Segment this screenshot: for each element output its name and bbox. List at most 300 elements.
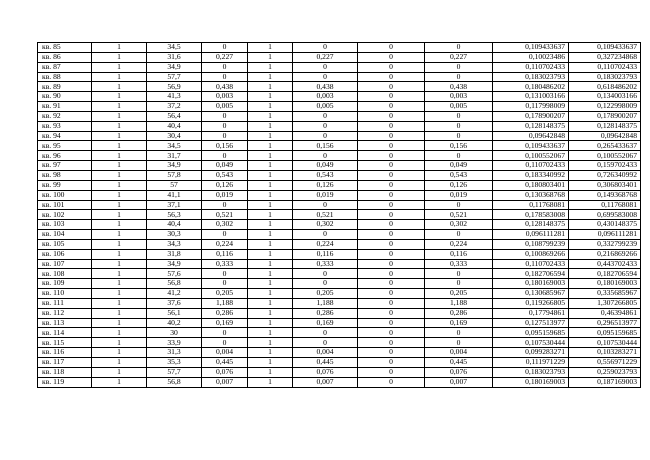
cell-col-6: 0,521 bbox=[293, 210, 358, 220]
cell-col-4: 0 bbox=[202, 43, 248, 53]
cell-col-2: 1 bbox=[92, 348, 147, 358]
cell-col-9: 0,127513977 bbox=[493, 318, 569, 328]
cell-col-9: 0,180803401 bbox=[493, 180, 569, 190]
cell-col-7: 0 bbox=[358, 308, 425, 318]
cell-col-6: 0 bbox=[293, 269, 358, 279]
cell-col-9: 0,11768081 bbox=[493, 200, 569, 210]
cell-col-5: 1 bbox=[248, 62, 293, 72]
cell-col-4: 0 bbox=[202, 151, 248, 161]
cell-col-6: 0,227 bbox=[293, 52, 358, 62]
cell-col-8: 0 bbox=[425, 338, 493, 348]
cell-col-2: 1 bbox=[92, 43, 147, 53]
cell-col-2: 1 bbox=[92, 111, 147, 121]
cell-apartment-number: кв. 99 bbox=[38, 180, 92, 190]
cell-col-7: 0 bbox=[358, 121, 425, 131]
cell-col-2: 1 bbox=[92, 92, 147, 102]
cell-col-7: 0 bbox=[358, 190, 425, 200]
cell-col-3: 40,4 bbox=[147, 121, 202, 131]
cell-col-3: 56,3 bbox=[147, 210, 202, 220]
apartment-readings-table bbox=[37, 42, 641, 388]
cell-col-7: 0 bbox=[358, 52, 425, 62]
cell-col-6: 0,003 bbox=[293, 92, 358, 102]
cell-col-10: 0,618486202 bbox=[569, 82, 641, 92]
cell-col-9: 0,110702433 bbox=[493, 62, 569, 72]
cell-col-5: 1 bbox=[248, 92, 293, 102]
cell-col-2: 1 bbox=[92, 377, 147, 387]
cell-col-10: 0,178900207 bbox=[569, 111, 641, 121]
cell-col-5: 1 bbox=[248, 328, 293, 338]
cell-col-2: 1 bbox=[92, 249, 147, 259]
cell-col-8: 0,003 bbox=[425, 92, 493, 102]
cell-col-6: 0,116 bbox=[293, 249, 358, 259]
cell-col-4: 0 bbox=[202, 328, 248, 338]
cell-apartment-number: кв. 104 bbox=[38, 230, 92, 240]
table-row bbox=[38, 367, 641, 377]
cell-col-5: 1 bbox=[248, 111, 293, 121]
cell-col-10: 0,556971229 bbox=[569, 358, 641, 368]
table-row bbox=[38, 230, 641, 240]
cell-col-5: 1 bbox=[248, 52, 293, 62]
cell-col-10: 0,46394861 bbox=[569, 308, 641, 318]
cell-col-9: 0,180169003 bbox=[493, 279, 569, 289]
table-row bbox=[38, 308, 641, 318]
cell-col-7: 0 bbox=[358, 111, 425, 121]
cell-col-8: 0,007 bbox=[425, 377, 493, 387]
cell-col-4: 0,007 bbox=[202, 377, 248, 387]
cell-col-6: 0 bbox=[293, 338, 358, 348]
cell-col-3: 57,7 bbox=[147, 367, 202, 377]
cell-col-4: 0,116 bbox=[202, 249, 248, 259]
cell-col-10: 0,096111281 bbox=[569, 230, 641, 240]
cell-col-10: 0,187169003 bbox=[569, 377, 641, 387]
cell-col-4: 0 bbox=[202, 200, 248, 210]
cell-col-5: 1 bbox=[248, 230, 293, 240]
cell-col-10: 0,443702433 bbox=[569, 259, 641, 269]
table-row bbox=[38, 328, 641, 338]
cell-col-10: 0,100552067 bbox=[569, 151, 641, 161]
cell-apartment-number: кв. 111 bbox=[38, 298, 92, 308]
cell-col-10: 0,11768081 bbox=[569, 200, 641, 210]
cell-col-5: 1 bbox=[248, 121, 293, 131]
cell-col-2: 1 bbox=[92, 210, 147, 220]
cell-col-6: 0,205 bbox=[293, 289, 358, 299]
cell-col-9: 0,128148375 bbox=[493, 220, 569, 230]
cell-col-3: 34,9 bbox=[147, 62, 202, 72]
cell-col-6: 0 bbox=[293, 200, 358, 210]
cell-apartment-number: кв. 96 bbox=[38, 151, 92, 161]
cell-col-9: 0,183023793 bbox=[493, 367, 569, 377]
cell-col-4: 0 bbox=[202, 279, 248, 289]
cell-col-3: 40,4 bbox=[147, 220, 202, 230]
apartment-table-container bbox=[37, 42, 641, 388]
cell-col-2: 1 bbox=[92, 230, 147, 240]
cell-col-5: 1 bbox=[248, 43, 293, 53]
cell-col-8: 0,076 bbox=[425, 367, 493, 377]
cell-col-4: 0,005 bbox=[202, 102, 248, 112]
cell-col-2: 1 bbox=[92, 318, 147, 328]
cell-col-10: 0,122998009 bbox=[569, 102, 641, 112]
cell-col-5: 1 bbox=[248, 161, 293, 171]
cell-col-3: 34,5 bbox=[147, 141, 202, 151]
cell-col-7: 0 bbox=[358, 318, 425, 328]
cell-col-3: 41,3 bbox=[147, 92, 202, 102]
cell-col-9: 0,182706594 bbox=[493, 269, 569, 279]
table-row bbox=[38, 289, 641, 299]
cell-col-7: 0 bbox=[358, 210, 425, 220]
table-row bbox=[38, 338, 641, 348]
cell-col-10: 0,332799239 bbox=[569, 239, 641, 249]
cell-col-10: 0,180169003 bbox=[569, 279, 641, 289]
table-row bbox=[38, 43, 641, 53]
cell-apartment-number: кв. 115 bbox=[38, 338, 92, 348]
cell-col-9: 0,099283271 bbox=[493, 348, 569, 358]
cell-col-6: 0 bbox=[293, 131, 358, 141]
cell-col-8: 0 bbox=[425, 269, 493, 279]
cell-col-2: 1 bbox=[92, 180, 147, 190]
cell-col-10: 0,216869266 bbox=[569, 249, 641, 259]
cell-col-7: 0 bbox=[358, 151, 425, 161]
cell-col-6: 0,169 bbox=[293, 318, 358, 328]
cell-apartment-number: кв. 119 bbox=[38, 377, 92, 387]
cell-col-8: 0,004 bbox=[425, 348, 493, 358]
cell-col-8: 0 bbox=[425, 131, 493, 141]
cell-col-3: 30,3 bbox=[147, 230, 202, 240]
cell-col-4: 0,156 bbox=[202, 141, 248, 151]
cell-col-2: 1 bbox=[92, 279, 147, 289]
cell-col-4: 0 bbox=[202, 269, 248, 279]
cell-apartment-number: кв. 118 bbox=[38, 367, 92, 377]
table-row bbox=[38, 161, 641, 171]
cell-col-10: 0,430148375 bbox=[569, 220, 641, 230]
cell-col-6: 0,156 bbox=[293, 141, 358, 151]
cell-col-9: 0,095159685 bbox=[493, 328, 569, 338]
cell-apartment-number: кв. 93 bbox=[38, 121, 92, 131]
cell-col-9: 0,119266805 bbox=[493, 298, 569, 308]
cell-col-2: 1 bbox=[92, 141, 147, 151]
cell-col-3: 34,3 bbox=[147, 239, 202, 249]
cell-col-10: 0,107530444 bbox=[569, 338, 641, 348]
cell-col-6: 0,004 bbox=[293, 348, 358, 358]
cell-col-7: 0 bbox=[358, 377, 425, 387]
table-row bbox=[38, 190, 641, 200]
cell-col-2: 1 bbox=[92, 338, 147, 348]
cell-col-7: 0 bbox=[358, 348, 425, 358]
cell-col-7: 0 bbox=[358, 131, 425, 141]
cell-col-8: 0,116 bbox=[425, 249, 493, 259]
table-body bbox=[38, 43, 641, 388]
cell-col-8: 0,445 bbox=[425, 358, 493, 368]
cell-col-5: 1 bbox=[248, 190, 293, 200]
cell-col-3: 57 bbox=[147, 180, 202, 190]
cell-col-9: 0,109433637 bbox=[493, 141, 569, 151]
cell-col-4: 1,188 bbox=[202, 298, 248, 308]
cell-col-5: 1 bbox=[248, 210, 293, 220]
cell-col-2: 1 bbox=[92, 220, 147, 230]
cell-col-9: 0,108799239 bbox=[493, 239, 569, 249]
cell-col-6: 0 bbox=[293, 230, 358, 240]
cell-col-9: 0,180169003 bbox=[493, 377, 569, 387]
cell-col-4: 0,003 bbox=[202, 92, 248, 102]
cell-apartment-number: кв. 101 bbox=[38, 200, 92, 210]
table-row bbox=[38, 259, 641, 269]
cell-col-8: 0,333 bbox=[425, 259, 493, 269]
cell-col-10: 0,327234868 bbox=[569, 52, 641, 62]
cell-col-2: 1 bbox=[92, 200, 147, 210]
cell-apartment-number: кв. 107 bbox=[38, 259, 92, 269]
cell-col-5: 1 bbox=[248, 200, 293, 210]
cell-apartment-number: кв. 110 bbox=[38, 289, 92, 299]
cell-apartment-number: кв. 106 bbox=[38, 249, 92, 259]
cell-apartment-number: кв. 103 bbox=[38, 220, 92, 230]
cell-col-4: 0,049 bbox=[202, 161, 248, 171]
table-row bbox=[38, 72, 641, 82]
cell-col-7: 0 bbox=[358, 161, 425, 171]
cell-col-9: 0,178583008 bbox=[493, 210, 569, 220]
cell-col-5: 1 bbox=[248, 298, 293, 308]
cell-col-9: 0,17794861 bbox=[493, 308, 569, 318]
cell-col-8: 0 bbox=[425, 200, 493, 210]
table-row bbox=[38, 249, 641, 259]
cell-col-7: 0 bbox=[358, 82, 425, 92]
cell-apartment-number: кв. 117 bbox=[38, 358, 92, 368]
cell-col-7: 0 bbox=[358, 72, 425, 82]
cell-col-3: 56,9 bbox=[147, 82, 202, 92]
cell-col-3: 56,1 bbox=[147, 308, 202, 318]
cell-col-6: 0,445 bbox=[293, 358, 358, 368]
table-row bbox=[38, 141, 641, 151]
cell-col-4: 0,227 bbox=[202, 52, 248, 62]
cell-col-10: 0,699583008 bbox=[569, 210, 641, 220]
cell-col-4: 0,076 bbox=[202, 367, 248, 377]
cell-col-9: 0,09642848 bbox=[493, 131, 569, 141]
cell-col-7: 0 bbox=[358, 220, 425, 230]
cell-col-2: 1 bbox=[92, 121, 147, 131]
cell-col-2: 1 bbox=[92, 82, 147, 92]
cell-col-4: 0 bbox=[202, 111, 248, 121]
table-row bbox=[38, 170, 641, 180]
cell-col-10: 0,259023793 bbox=[569, 367, 641, 377]
cell-col-7: 0 bbox=[358, 328, 425, 338]
cell-col-5: 1 bbox=[248, 249, 293, 259]
table-row bbox=[38, 348, 641, 358]
table-row bbox=[38, 82, 641, 92]
table-row bbox=[38, 180, 641, 190]
cell-col-2: 1 bbox=[92, 170, 147, 180]
table-row bbox=[38, 279, 641, 289]
cell-col-3: 34,9 bbox=[147, 161, 202, 171]
cell-apartment-number: кв. 92 bbox=[38, 111, 92, 121]
cell-col-6: 0 bbox=[293, 72, 358, 82]
cell-col-3: 41,1 bbox=[147, 190, 202, 200]
cell-col-9: 0,178900207 bbox=[493, 111, 569, 121]
cell-col-9: 0,111971229 bbox=[493, 358, 569, 368]
cell-col-7: 0 bbox=[358, 62, 425, 72]
cell-col-5: 1 bbox=[248, 348, 293, 358]
cell-col-9: 0,130685967 bbox=[493, 289, 569, 299]
cell-col-8: 0,126 bbox=[425, 180, 493, 190]
cell-apartment-number: кв. 98 bbox=[38, 170, 92, 180]
cell-col-7: 0 bbox=[358, 249, 425, 259]
cell-apartment-number: кв. 108 bbox=[38, 269, 92, 279]
cell-col-6: 0 bbox=[293, 43, 358, 53]
cell-col-5: 1 bbox=[248, 269, 293, 279]
cell-col-10: 0,183023793 bbox=[569, 72, 641, 82]
cell-col-9: 0,100869266 bbox=[493, 249, 569, 259]
table-row bbox=[38, 62, 641, 72]
cell-col-4: 0,205 bbox=[202, 289, 248, 299]
cell-col-6: 0 bbox=[293, 279, 358, 289]
cell-col-6: 0,543 bbox=[293, 170, 358, 180]
cell-col-8: 0,005 bbox=[425, 102, 493, 112]
cell-col-3: 34,5 bbox=[147, 43, 202, 53]
cell-col-10: 0,128148375 bbox=[569, 121, 641, 131]
cell-col-8: 0,543 bbox=[425, 170, 493, 180]
cell-col-9: 0,131003166 bbox=[493, 92, 569, 102]
cell-col-2: 1 bbox=[92, 298, 147, 308]
cell-col-4: 0,004 bbox=[202, 348, 248, 358]
cell-col-9: 0,100552067 bbox=[493, 151, 569, 161]
cell-col-7: 0 bbox=[358, 289, 425, 299]
cell-col-4: 0,543 bbox=[202, 170, 248, 180]
cell-col-2: 1 bbox=[92, 151, 147, 161]
table-row bbox=[38, 151, 641, 161]
cell-col-7: 0 bbox=[358, 170, 425, 180]
table-row bbox=[38, 52, 641, 62]
cell-col-6: 0,333 bbox=[293, 259, 358, 269]
cell-apartment-number: кв. 97 bbox=[38, 161, 92, 171]
cell-col-3: 37,2 bbox=[147, 102, 202, 112]
cell-col-6: 0,302 bbox=[293, 220, 358, 230]
table-row bbox=[38, 318, 641, 328]
cell-apartment-number: кв. 114 bbox=[38, 328, 92, 338]
cell-col-5: 1 bbox=[248, 82, 293, 92]
cell-col-10: 0,09642848 bbox=[569, 131, 641, 141]
cell-col-6: 0,005 bbox=[293, 102, 358, 112]
cell-col-9: 0,110702433 bbox=[493, 161, 569, 171]
cell-col-8: 0,438 bbox=[425, 82, 493, 92]
cell-col-5: 1 bbox=[248, 308, 293, 318]
cell-col-6: 1,188 bbox=[293, 298, 358, 308]
cell-col-3: 31,3 bbox=[147, 348, 202, 358]
cell-col-8: 0,205 bbox=[425, 289, 493, 299]
cell-col-2: 1 bbox=[92, 102, 147, 112]
table-row bbox=[38, 298, 641, 308]
cell-col-9: 0,109433637 bbox=[493, 43, 569, 53]
cell-col-5: 1 bbox=[248, 338, 293, 348]
table-row bbox=[38, 92, 641, 102]
cell-col-9: 0,110702433 bbox=[493, 259, 569, 269]
cell-col-4: 0,438 bbox=[202, 82, 248, 92]
cell-col-10: 0,103283271 bbox=[569, 348, 641, 358]
cell-col-9: 0,183340992 bbox=[493, 170, 569, 180]
cell-col-5: 1 bbox=[248, 239, 293, 249]
cell-col-3: 41,2 bbox=[147, 289, 202, 299]
cell-apartment-number: кв. 95 bbox=[38, 141, 92, 151]
cell-apartment-number: кв. 88 bbox=[38, 72, 92, 82]
table-row bbox=[38, 121, 641, 131]
cell-col-4: 0 bbox=[202, 72, 248, 82]
cell-apartment-number: кв. 94 bbox=[38, 131, 92, 141]
cell-col-3: 57,7 bbox=[147, 72, 202, 82]
cell-apartment-number: кв. 86 bbox=[38, 52, 92, 62]
cell-col-5: 1 bbox=[248, 220, 293, 230]
cell-col-10: 0,159702433 bbox=[569, 161, 641, 171]
cell-col-10: 0,134003166 bbox=[569, 92, 641, 102]
cell-col-2: 1 bbox=[92, 161, 147, 171]
cell-col-8: 0,156 bbox=[425, 141, 493, 151]
cell-col-2: 1 bbox=[92, 328, 147, 338]
cell-col-3: 34,9 bbox=[147, 259, 202, 269]
cell-col-7: 0 bbox=[358, 298, 425, 308]
cell-col-6: 0,049 bbox=[293, 161, 358, 171]
cell-apartment-number: кв. 85 bbox=[38, 43, 92, 53]
cell-apartment-number: кв. 102 bbox=[38, 210, 92, 220]
cell-col-7: 0 bbox=[358, 367, 425, 377]
cell-col-2: 1 bbox=[92, 367, 147, 377]
cell-col-7: 0 bbox=[358, 43, 425, 53]
cell-col-2: 1 bbox=[92, 358, 147, 368]
cell-col-4: 0,445 bbox=[202, 358, 248, 368]
cell-col-8: 0 bbox=[425, 43, 493, 53]
cell-col-7: 0 bbox=[358, 279, 425, 289]
cell-col-9: 0,180486202 bbox=[493, 82, 569, 92]
cell-col-7: 0 bbox=[358, 200, 425, 210]
cell-col-8: 0 bbox=[425, 328, 493, 338]
cell-col-8: 0 bbox=[425, 111, 493, 121]
cell-col-5: 1 bbox=[248, 141, 293, 151]
cell-col-9: 0,183023793 bbox=[493, 72, 569, 82]
cell-col-7: 0 bbox=[358, 180, 425, 190]
cell-col-8: 0 bbox=[425, 151, 493, 161]
cell-col-10: 0,306803401 bbox=[569, 180, 641, 190]
cell-apartment-number: кв. 113 bbox=[38, 318, 92, 328]
cell-col-7: 0 bbox=[358, 102, 425, 112]
cell-col-6: 0 bbox=[293, 151, 358, 161]
table-row bbox=[38, 210, 641, 220]
cell-col-3: 57,8 bbox=[147, 170, 202, 180]
cell-col-6: 0,438 bbox=[293, 82, 358, 92]
table-row bbox=[38, 111, 641, 121]
cell-apartment-number: кв. 112 bbox=[38, 308, 92, 318]
cell-col-7: 0 bbox=[358, 338, 425, 348]
cell-col-4: 0 bbox=[202, 62, 248, 72]
cell-col-10: 0,726340992 bbox=[569, 170, 641, 180]
cell-col-2: 1 bbox=[92, 131, 147, 141]
cell-col-4: 0,302 bbox=[202, 220, 248, 230]
cell-col-10: 0,095159685 bbox=[569, 328, 641, 338]
cell-apartment-number: кв. 91 bbox=[38, 102, 92, 112]
cell-col-7: 0 bbox=[358, 141, 425, 151]
cell-col-10: 0,110702433 bbox=[569, 62, 641, 72]
cell-apartment-number: кв. 87 bbox=[38, 62, 92, 72]
cell-col-8: 0 bbox=[425, 62, 493, 72]
cell-col-8: 0,286 bbox=[425, 308, 493, 318]
cell-col-9: 0,117998009 bbox=[493, 102, 569, 112]
cell-col-9: 0,10023486 bbox=[493, 52, 569, 62]
cell-col-5: 1 bbox=[248, 367, 293, 377]
cell-col-8: 0 bbox=[425, 279, 493, 289]
cell-col-10: 0,149368768 bbox=[569, 190, 641, 200]
cell-col-3: 30,4 bbox=[147, 131, 202, 141]
cell-col-4: 0 bbox=[202, 131, 248, 141]
cell-col-7: 0 bbox=[358, 358, 425, 368]
cell-apartment-number: кв. 90 bbox=[38, 92, 92, 102]
cell-col-7: 0 bbox=[358, 230, 425, 240]
cell-col-7: 0 bbox=[358, 259, 425, 269]
cell-col-4: 0,521 bbox=[202, 210, 248, 220]
cell-apartment-number: кв. 109 bbox=[38, 279, 92, 289]
cell-col-5: 1 bbox=[248, 279, 293, 289]
